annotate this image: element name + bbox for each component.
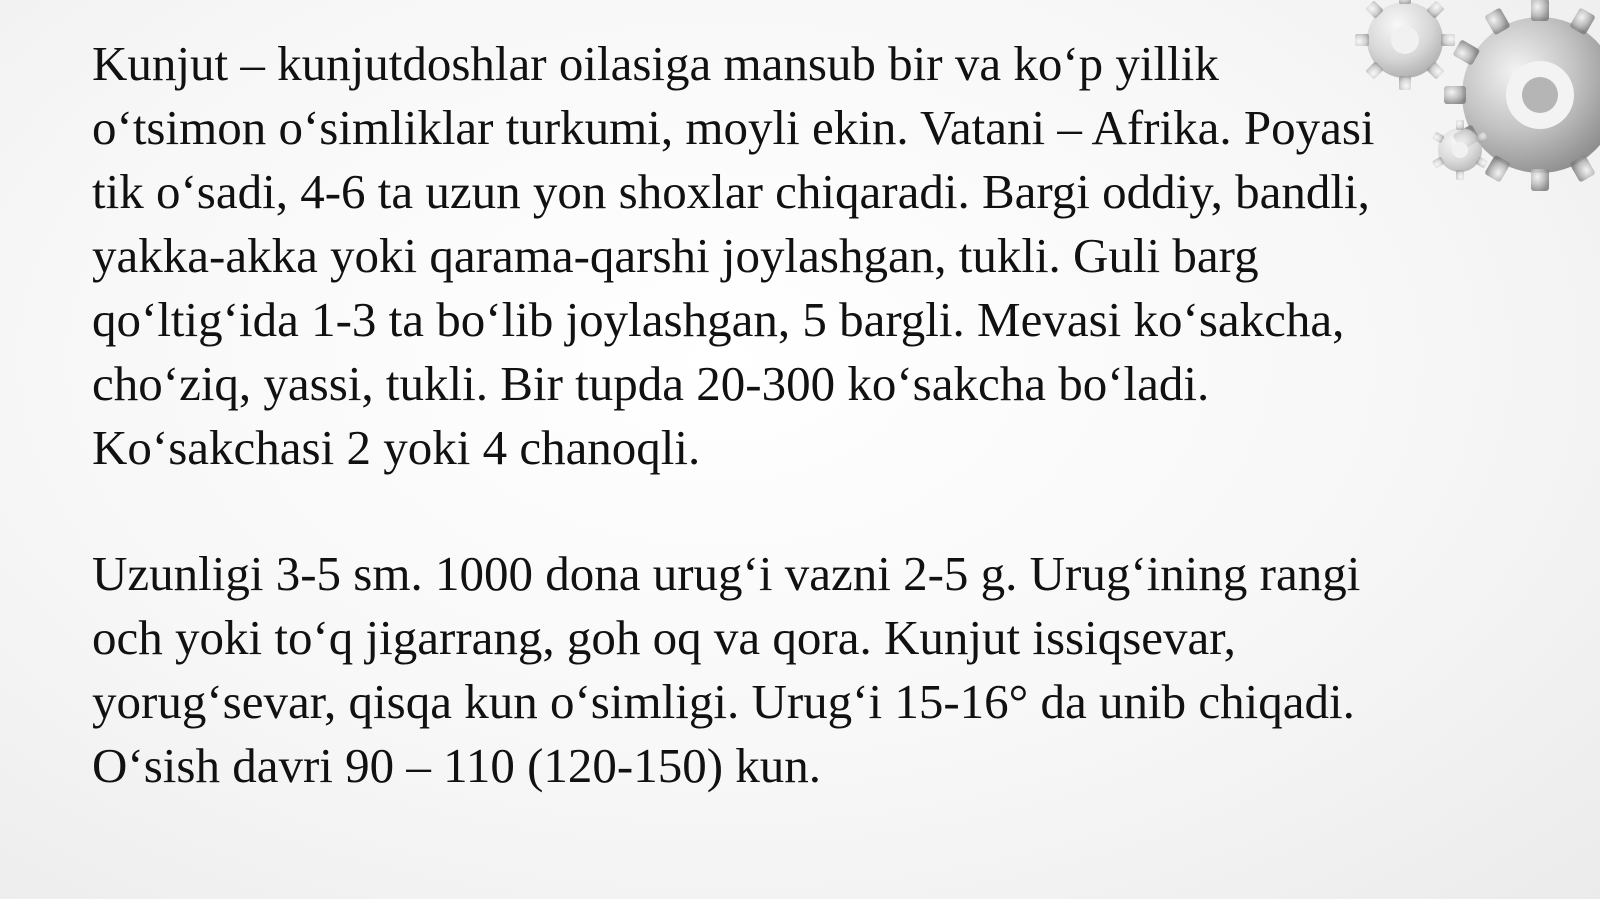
text-line: oʻtsimon oʻsimliklar turkumi, moyli ekin. Vatani – Afrika. Poyasi [92, 100, 1375, 155]
text-line: Uzunligi 3-5 sm. 1000 dona urugʻi vazni 2-5 g. Urugʻining rangi [92, 546, 1361, 601]
text-line: Kunjut – kunjutdoshlar oilasiga mansub bir va koʻp yillik [92, 36, 1219, 91]
text-line: yakka-akka yoki qarama-qarshi joylashgan, tukli. Guli barg [92, 228, 1259, 283]
slide-body [92, 32, 1512, 798]
text-line: och yoki toʻq jigarrang, goh oq va qora. Kunjut issiqsevar, [92, 610, 1236, 665]
text-line: yorugʻsevar, qisqa kun oʻsimligi. Urugʻi 15-16° da unib chiqadi. [92, 674, 1355, 729]
text-line: tik oʻsadi, 4-6 ta uzun yon shoxlar chiqaradi. Bargi oddiy, bandli, [92, 164, 1370, 219]
text-line: Oʻsish davri 90 – 110 (120-150) kun. [92, 738, 822, 793]
paragraph-seed-details [92, 542, 1512, 798]
text-line: qoʻltigʻida 1-3 ta boʻlib joylashgan, 5 bargli. Mevasi koʻsakcha, [92, 292, 1345, 347]
paragraph-description [92, 32, 1512, 480]
text-line: Koʻsakchasi 2 yoki 4 chanoqli. [92, 420, 701, 475]
text-line: choʻziq, yassi, tukli. Bir tupda 20-300 koʻsakcha boʻladi. [92, 356, 1210, 411]
